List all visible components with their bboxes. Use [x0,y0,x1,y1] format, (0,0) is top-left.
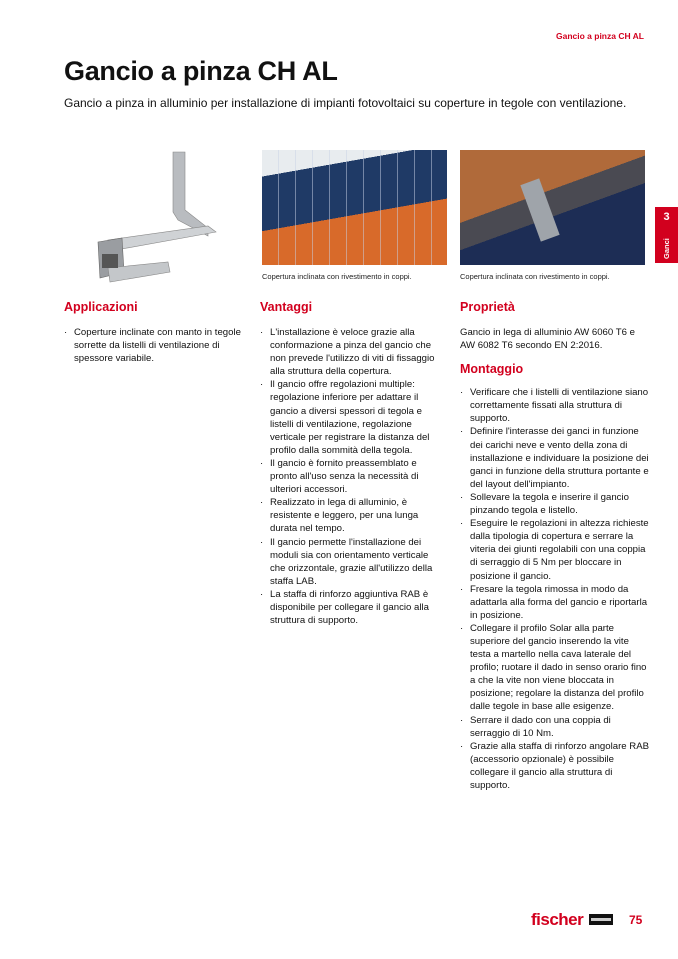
vantaggi-list [260,326,440,627]
montaggio-list [460,386,650,792]
vantaggi-heading: Vantaggi [260,300,313,314]
roof-photo-2 [460,150,645,265]
list-item: · Realizzato in lega di alluminio, è resistente e leggero, per una lunga durata nel tempo. [260,496,440,535]
list-item: · Serrare il dado con una coppia di serraggio di 10 Nm. [460,714,650,740]
list-item: · Definire l'interasse dei ganci in funzione dei carichi neve e vento della zona di installazione e individuare la posizione dei ganci in funzione della struttura portante e del layout dell'impianto. [460,425,650,490]
running-header: Gancio a pinza CH AL [555,31,644,41]
roof-photo-1 [262,150,447,265]
page-title: Gancio a pinza CH AL [64,56,338,86]
chapter-number: 3 [663,211,670,223]
chapter-tab[interactable] [655,207,678,263]
fischer-logo: fischer [531,910,584,929]
photo-caption-2: Copertura inclinata con rivestimento in coppi. [460,272,610,281]
proprieta-section [460,300,650,792]
photo-caption-1: Copertura inclinata con rivestimento in coppi. [262,272,412,281]
list-item: · Coperture inclinate con manto in tegole sorrette da listelli di ventilazione di spessore variabile. [64,326,249,365]
page-subtitle: Gancio a pinza in alluminio per installazione di impianti fotovoltaici su coperture in tegole con ventilazione. [64,96,627,110]
list-item: · Collegare il profilo Solar alla parte superiore del gancio inserendo la vite testa a martello nella cava laterale del profilo; ruotare il dado in senso orario fino a che la vite non viene bloccata in posizione; regolare la distanza del profilo dalle tegole in base alle esigenze. [460,622,650,714]
montaggio-heading: Montaggio [460,362,524,377]
chapter-label: Ganci [662,238,671,259]
proprieta-text: Gancio in lega di alluminio AW 6060 T6 e AW 6082 T6 secondo EN 2:2016. [460,327,635,352]
fish-logo-icon [589,914,613,925]
list-item: · Il gancio offre regolazioni multiple: regolazione inferiore per adattare il gancio a diversi spessori di tegola e listelli di ventilazione, regolazione verticale per registrare la distanza del profilo dalla sommità della tegola. [260,378,440,457]
page-number: 75 [629,913,643,927]
list-item: · Il gancio permette l'installazione dei moduli sia con orientamento verticale che orizzontale, grazie all'utilizzo della staffa LAB. [260,536,440,588]
list-item: · Eseguire le regolazioni in altezza richieste dalla tipologia di copertura e serrare la viteria dei giunti regolabili con una coppia di serraggio di 5 Nm per bloccare in posizione il gancio. [460,517,650,582]
list-item: · Sollevare la tegola e inserire il gancio pinzando tegola e listello. [460,491,650,517]
product-image-hook [88,150,248,290]
list-item: · Grazie alla staffa di rinforzo angolare RAB (accessorio opzionale) è possibile collegare il gancio alla struttura di supporto. [460,740,650,792]
list-item: · Il gancio è fornito preassemblato e pronto all'uso senza la necessità di ulteriori accessori. [260,457,440,496]
list-item: · Verificare che i listelli di ventilazione siano correttamente fissati alla struttura di supporto. [460,386,650,425]
list-item: · La staffa di rinforzo aggiuntiva RAB è disponibile per collegare il gancio alla struttura di supporto. [260,588,440,627]
applicazioni-heading: Applicazioni [64,300,138,314]
applicazioni-list [64,326,249,365]
proprieta-heading: Proprietà [460,300,515,314]
applicazioni-section [64,300,249,365]
list-item: · L'installazione è veloce grazie alla conformazione a pinza del gancio che non prevede l'utilizzo di viti di fissaggio alla struttura della copertura. [260,326,440,378]
list-item: · Fresare la tegola rimossa in modo da adattarla alla forma del gancio e riportarla in posizione. [460,583,650,622]
vantaggi-section [260,300,440,627]
